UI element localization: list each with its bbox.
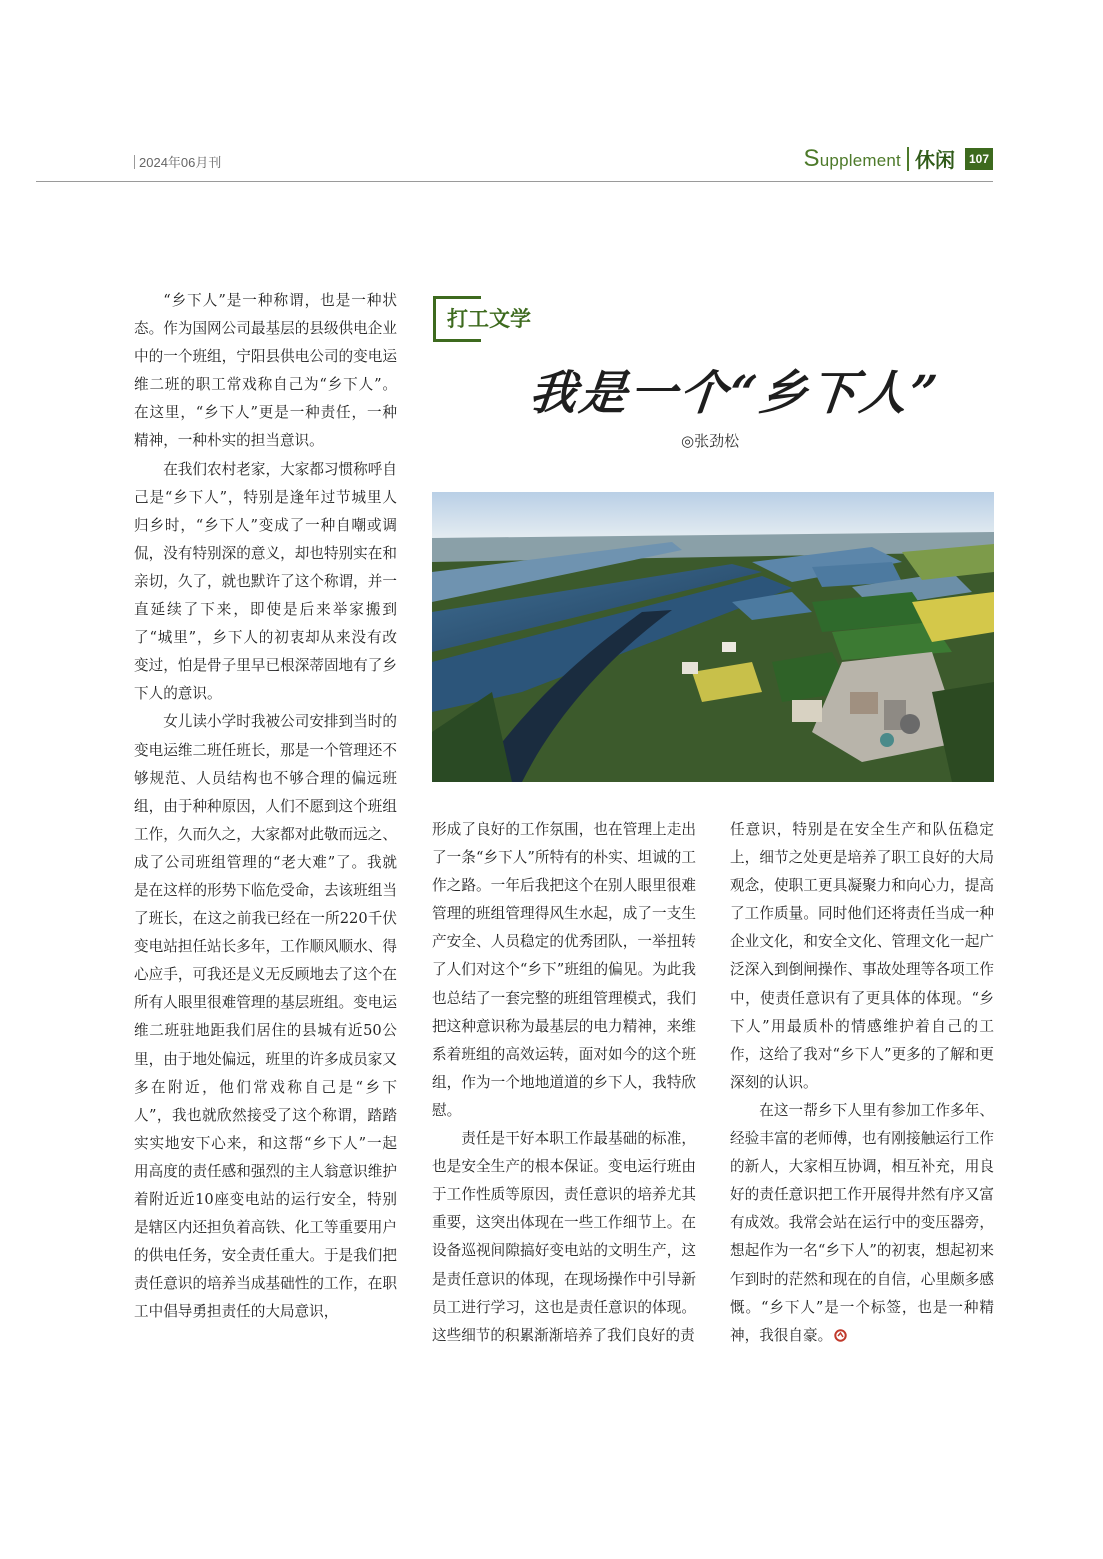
paragraph: “乡下人”是一种称谓，也是一种状态。作为国网公司最基层的县级供电企业中的一个班组，宁阳县供电公司的变电运维二班的职工常戏称自己为“乡下人”。在这里，“乡下人”更是一种责任，一种精神，一种朴实的担当意识。 [134, 292, 397, 450]
issue-date [134, 152, 221, 171]
paragraph: 责任是干好本职工作最基础的标准，也是安全生产的根本保证。变电运行班由于工作性质等原因，责任意识的培养尤其重要，这突出体现在一些工作细节上。在设备巡视间隙搞好变电站的文明生产，这是责任意识的体现，在现场操作中引导新员工进行学习，这也是责任意识的体现。这些细节的积累渐渐培养了我们良好的责 [432, 1130, 696, 1344]
aerial-photo [432, 492, 994, 782]
issue-text: 2024年06月刊 [139, 155, 222, 170]
paragraph: 女儿读小学时我被公司安排到当时的变电运维二班任班长，那是一个管理还不够规范、人员结构也不够合理的偏远班组，由于种种原因，人们不愿到这个班组工作，久而久之，大家都对此敬而远之、成了公司班组管理的“老大难”了。我就是在这样的形势下临危受命，去该班组当了班长，在这之前我已经在一所220千伏变电站担任站长多年，工作顺风顺水、得心应手，可我还是义无反顾地去了这个在所有人眼里很难管理的基层班组。变电运维二班驻地距我们居住的县城有近50公里，由于地处偏远，班里的许多成员家又多在附近，他们常戏称自己是“乡下人”，我也就欣然接受了这个称谓，踏踏实实地安下心来，和这帮“乡下人”一起用高度的责任感和强烈的主人翁意识维护着附近近10座变电站的运行安全，特别是辖区内还担负着高铁、化工等重要用户的供电任务，安全责任重大。于是我们把责任意识的培养当成基础性的工作，在职工中倡导勇担责任的大局意识， [134, 713, 397, 1321]
paragraph: 形成了良好的工作氛围，也在管理上走出了一条“乡下人”所特有的朴实、坦诚的工作之路。一年后我把这个在别人眼里很难管理的班组管理得风生水起，成了一支生产安全、人员稳定的优秀团队，一举扭转了人们对这个“乡下”班组的偏见。为此我也总结了一套完整的班组管理模式，我们把这种意识称为最基层的电力精神，来维系着班组的高效运转，面对如今的这个班组，作为一个地地道道的乡下人，我特欣慰。 [432, 821, 696, 1119]
page-number: 107 [965, 148, 993, 170]
column-1 [134, 287, 397, 1326]
header-rule [36, 181, 993, 182]
paragraph: 在我们农村老家，大家都习惯称呼自己是“乡下人”，特别是逢年过节城里人归乡时，“乡下人”变成了一种自嘲或调侃，没有特别深的意义，却也特别实在和亲切，久了，就也默许了这个称谓，并一直延续了下来，即使是后来举家搬到了“城里”，乡下人的初衷却从来没有改变过，怕是骨子里早已根深蒂固地有了乡下人的意识。 [134, 460, 397, 703]
supplement-initial: S [803, 144, 820, 172]
header-bar [134, 155, 135, 169]
category-label: 打工文学 [447, 303, 535, 333]
column-2 [432, 816, 696, 1350]
closing-text: 在这一帮乡下人里有参加工作多年、经验丰富的老师傅，也有刚接触运行工作的新人，大家相互协调，相互补充，用良好的责任意识把工作开展得井然有序又富有成效。我常会站在运行中的变压器旁，想起作为一名“乡下人”的初衷，想起初来乍到时的茫然和现在的自信，心里颇多感慨。“乡下人”是一个标签，也是一种精神，我很自豪。 [730, 1101, 994, 1344]
end-mark-icon [834, 1329, 847, 1342]
header-divider [907, 147, 909, 171]
supplement-rest: upplement [819, 150, 901, 170]
paragraph [730, 1097, 994, 1350]
article-author: ◎张劲松 [681, 432, 740, 450]
article-title: 我是一个“乡下人” [526, 366, 943, 421]
paragraph: 任意识，特别是在安全生产和队伍稳定上，细节之处更是培养了职工良好的大局观念，使职工更具凝聚力和向心力，提高了工作质量。同时他们还将责任当成一种企业文化，和安全文化、管理文化一起广泛深入到倒闸操作、事故处理等各项工作中，使责任意识有了更具体的体现。“乡下人”用最质朴的情感维护着自己的工作，这给了我对“乡下人”更多的了解和更深刻的认识。 [730, 821, 994, 1091]
aerial-photo-graphic [432, 492, 994, 782]
section-name: 休闲 [914, 148, 955, 172]
section-header [804, 144, 993, 173]
column-3 [730, 816, 994, 1350]
supplement-label [804, 145, 901, 173]
